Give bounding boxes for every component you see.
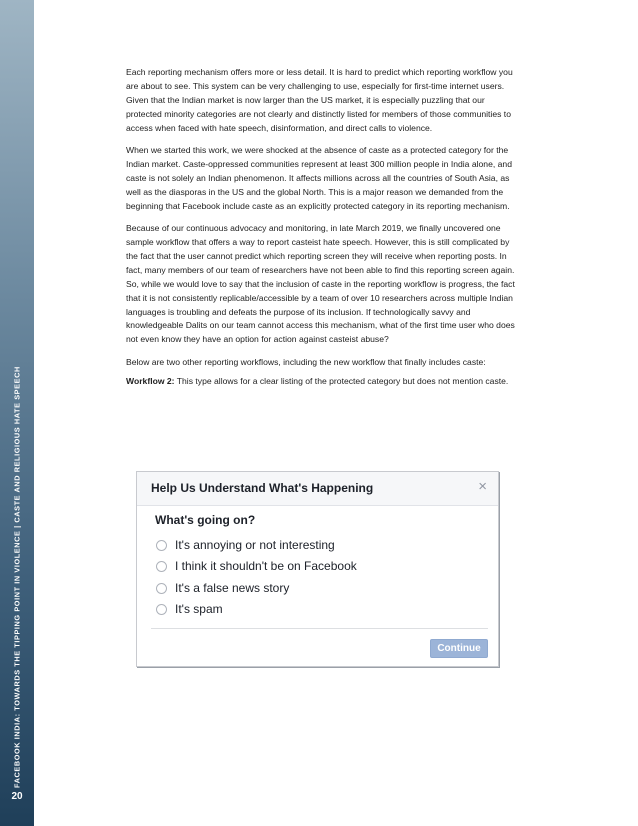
workflow-text: This type allows for a clear listing of the protected category but does not mention caste. <box>174 375 509 386</box>
radio-icon[interactable] <box>156 604 167 615</box>
option-spam[interactable] <box>156 601 223 617</box>
dialog-title: Help Us Understand What's Happening <box>151 481 374 495</box>
option-label: It's spam <box>175 602 223 616</box>
option-label: It's a false news story <box>175 581 290 595</box>
body-text <box>126 66 518 397</box>
radio-icon[interactable] <box>156 583 167 594</box>
option-shouldnt-be-on-facebook[interactable] <box>156 558 357 574</box>
page-number: 20 <box>11 791 23 802</box>
dialog-question: What's going on? <box>155 513 256 527</box>
radio-icon[interactable] <box>156 561 167 572</box>
option-label: It's annoying or not interesting <box>175 538 335 552</box>
option-label: I think it shouldn't be on Facebook <box>175 559 357 573</box>
running-header: FACEBOOK INDIA: TOWARDS THE TIPPING POINT IN VIOLENCE | CASTE AND RELIGIOUS HATE SPEECH <box>12 366 22 788</box>
paragraph: Each reporting mechanism offers more or less detail. It is hard to predict which reporting workflow you are about to see. This system can be very challenging to use, especially for first-time internet users. Given that the Indian market is now larger than the US market, it is especially puzzling that our protected minority categories are not clearly and distinctly listed for members of those communities to access when faced with hate speech, disinformation, and direct calls to violence. <box>126 67 513 133</box>
option-annoying[interactable] <box>156 537 335 553</box>
paragraph: When we started this work, we were shocked at the absence of caste as a protected category for the Indian market. Caste-oppressed communities represent at least 300 million people in India alone, and caste is not solely an Indian phenomenon. It affects millions across all the countries of South Asia, as well as the diasporas in the US and the global North. This is a major reason we demanded from the beginning that Facebook include caste as an explicitly protected category in its reporting mechanism. <box>126 145 512 211</box>
report-dialog-screenshot <box>136 471 499 667</box>
paragraph: Below are two other reporting workflows, including the new workflow that finally includes caste: <box>126 356 486 367</box>
dialog-header <box>137 472 498 506</box>
close-icon[interactable]: × <box>478 478 487 495</box>
paragraph: Because of our continuous advocacy and monitoring, in late March 2019, we finally uncovered one sample workflow that offers a way to report casteist hate speech. However, this is still complicated by the fact that the user cannot predict which reporting screen they will receive when reporting posts. In fact, many members of our team of researchers have not been able to find this reporting screen again. So, while we would love to say that the inclusion of caste in the reporting workflow is progress, the fact that it is not consistently replicable/accessible by a team of over 10 researchers across multiple Indian languages is troubling and defeats the purpose of its inclusion. If technologically savvy and knowledgeable Dalits on our team cannot access this mechanism, what of the first time user who does not even know they have an option for action against casteist abuse? <box>126 223 515 345</box>
dialog-divider <box>151 628 488 629</box>
continue-button[interactable]: Continue <box>430 639 488 658</box>
workflow-label: Workflow 2: <box>126 375 175 386</box>
option-false-news[interactable] <box>156 580 289 596</box>
radio-icon[interactable] <box>156 540 167 551</box>
workflow-caption <box>126 375 518 389</box>
side-band <box>0 0 34 826</box>
